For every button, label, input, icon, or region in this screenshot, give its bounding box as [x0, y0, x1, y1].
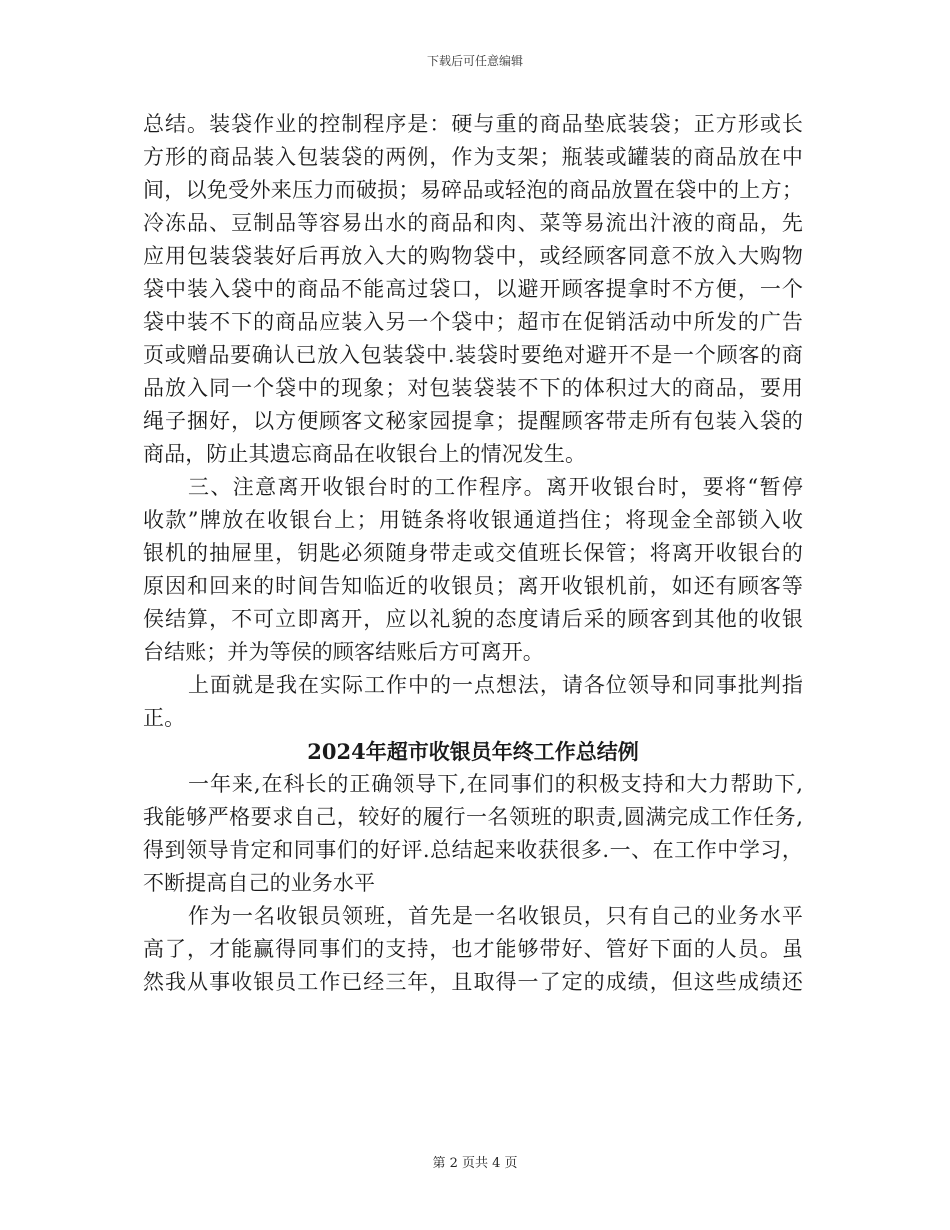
- paragraph-leaving-register: [143, 471, 803, 669]
- text-line: 得到领导肯定和同事们的好评.总结起来收获很多.一、在工作中学习，: [143, 838, 803, 862]
- text-line: 冷冻品、豆制品等容易出水的商品和肉、菜等易流出汁液的商品，先: [143, 211, 803, 235]
- text-line: 应用包装袋装好后再放入大的购物袋中，或经顾客同意不放入大购物: [143, 244, 803, 268]
- text-line: 总结。装袋作业的控制程序是：硬与重的商品垫底装袋；正方形或长: [143, 112, 803, 136]
- text-line: 间，以免受外来压力而破损；易碎品或轻泡的商品放置在袋中的上方；: [143, 178, 803, 202]
- paragraph-foreman-role: [143, 900, 803, 999]
- text-line: 银机的抽屉里，钥匙必须随身带走或交值班长保管；将离开收银台的: [143, 541, 803, 565]
- text-line: 收款”牌放在收银台上；用链条将收银通道挡住；将现金全部锁入收: [143, 508, 803, 532]
- document-body: [143, 108, 803, 999]
- text-line: 上面就是我在实际工作中的一点想法，请各位领导和同事批判指: [188, 673, 803, 697]
- section-title: 2024年超市收银员年终工作总结例: [307, 739, 639, 764]
- text-line: 台结账；并为等侯的顾客结账后方可离开。: [143, 640, 544, 664]
- text-line: 商品，防止其遗忘商品在收银台上的情况发生。: [143, 442, 587, 466]
- paragraph-closing-remark: [143, 669, 803, 735]
- text-line: 一年来,在科长的正确领导下,在同事们的积极支持和大力帮助下,: [188, 772, 803, 796]
- text-line: 方形的商品装入包装袋的两例，作为支架；瓶装或罐装的商品放在中: [143, 145, 803, 169]
- text-line: 然我从事收银员工作已经三年，且取得一了定的成绩，但这些成绩还: [143, 970, 803, 994]
- text-line: 袋中装不下的商品应装入另一个袋中；超市在促销活动中所发的广告: [143, 310, 803, 334]
- page-header: 下载后可任意编辑: [426, 54, 523, 68]
- text-line: 袋中装入袋中的商品不能高过袋口，以避开顾客提拿时不方便，一个: [143, 277, 803, 301]
- text-line: 不断提高自己的业务水平: [143, 871, 376, 895]
- text-line: 原因和回来的时间告知临近的收银员；离开收银机前，如还有顾客等: [143, 574, 803, 598]
- text-line: 高了，才能赢得同事们的支持，也才能够带好、管好下面的人员。虽: [143, 937, 803, 961]
- text-line: 三、注意离开收银台时的工作程序。离开收银台时，要将“暂停: [188, 475, 803, 499]
- paragraph-year-summary: [143, 768, 803, 900]
- text-line: 侯结算，不可立即离开，应以礼貌的态度请后采的顾客到其他的收银: [143, 607, 803, 631]
- page-number: 第 2 页共 4 页: [432, 1156, 518, 1171]
- text-line: 页或赠品要确认已放入包装袋中.装袋时要绝对避开不是一个顾客的商: [143, 343, 803, 367]
- text-line: 我能够严格要求自己，较好的履行一名领班的职责,圆满完成工作任务,: [143, 805, 803, 829]
- text-line: 绳子捆好，以方便顾客文秘家园提拿；提醒顾客带走所有包装入袋的: [143, 409, 803, 433]
- text-line: 作为一名收银员领班，首先是一名收银员，只有自己的业务水平: [188, 904, 803, 928]
- text-line: 品放入同一个袋中的现象；对包装袋装不下的体积过大的商品，要用: [143, 376, 803, 400]
- text-line: 正。: [143, 706, 186, 730]
- paragraph-bagging-procedure: [143, 108, 803, 471]
